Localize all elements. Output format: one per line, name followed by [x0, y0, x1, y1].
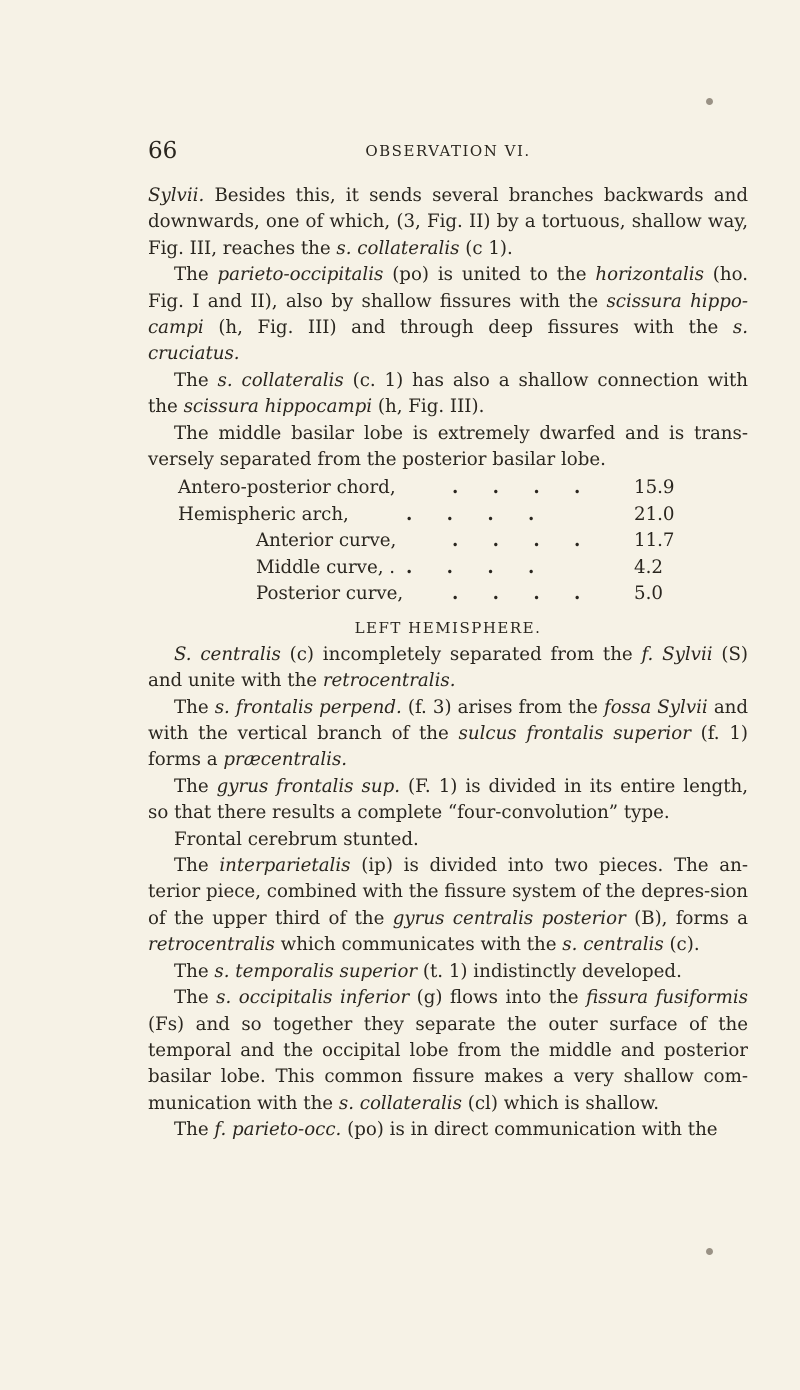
row-label: Hemispheric arch,	[178, 503, 349, 525]
page-number: 66	[148, 138, 178, 164]
scan-speck	[706, 98, 713, 105]
row-value: 4.2	[634, 556, 663, 578]
paragraph: S. centralis (c) incompletely separated from the f. Sylvii (S) and unite with the retrocentralis.	[148, 643, 749, 692]
row-value: 15.9	[634, 477, 675, 499]
running-title: OBSERVATION VI.	[365, 142, 531, 160]
paragraph: Frontal cerebrum stunted.	[174, 828, 419, 850]
table-row	[148, 555, 748, 581]
paragraph: The s. frontalis perpend. (f. 3) arises from the fossa Sylvii and with the vertical branch of the sulcus frontalis superior (f. 1) forms a præcentralis.	[148, 696, 749, 771]
paragraph: Sylvii. Besides this, it sends several branches backwards and downwards, one of which, (3, Fig. II) by a tortuous, shallow way, Fig. III, reaches the s. collateralis (c 1).	[148, 185, 748, 259]
table-row	[148, 581, 748, 607]
paragraph: The gyrus frontalis sup. (F. 1) is divided in its entire length, so that there results a complete “four-convolution” type.	[148, 775, 748, 824]
table-row	[148, 475, 748, 501]
page-header	[148, 138, 748, 168]
leader-dots: . . . .	[452, 530, 595, 552]
paragraph: The parieto-occipitalis (po) is united to the horizontalis (ho. Fig. I and II), also by shallow fissures with the scissura hippo-campi (h, Fig. III) and through deep fissures with the s. cruciatus.	[148, 264, 749, 365]
leader-dots: . . . .	[452, 477, 595, 499]
measurements-table	[148, 475, 748, 607]
row-label: Posterior curve,	[256, 583, 404, 605]
scan-speck	[706, 1248, 713, 1255]
leader-dots: . . . .	[406, 556, 549, 578]
row-value: 21.0	[634, 503, 675, 525]
paragraph: The middle basilar lobe is extremely dwarfed and is trans-versely separated from the posterior basilar lobe.	[148, 422, 748, 471]
paragraph: The s. occipitalis inferior (g) flows into the fissura fusiformis (Fs) and so together they separate the outer surface of the temporal and the occipital lobe from the middle and posterior basilar lobe. This common fissure makes a very shallow com-munication with the s. collateralis (cl) which is shallow.	[148, 987, 749, 1114]
row-label: Anterior curve,	[256, 530, 397, 552]
paragraph: The s. temporalis superior (t. 1) indistinctly developed.	[174, 960, 682, 982]
body-text	[148, 183, 748, 1144]
row-label: Middle curve, .	[256, 556, 396, 578]
paragraph: The interparietalis (ip) is divided into two pieces. The an-terior piece, combined with the fissure system of the depres-sion of the upper third of the gyrus centralis posterior (B), forms a retrocentralis which communicates with the s. centralis (c).	[148, 855, 748, 956]
leader-dots: . . . .	[406, 503, 549, 525]
leader-dots: . . . .	[452, 583, 595, 605]
paragraph: The s. collateralis (c. 1) has also a shallow connection with the scissura hippocampi (h, Fig. III).	[148, 369, 748, 418]
row-value: 11.7	[634, 530, 675, 552]
section-heading: LEFT HEMISPHERE.	[354, 619, 542, 638]
row-value: 5.0	[634, 583, 663, 605]
table-row	[148, 528, 748, 554]
row-label: Antero-posterior chord,	[178, 477, 396, 499]
paragraph: The f. parieto-occ. (po) is in direct communication with the	[174, 1119, 718, 1141]
table-row	[148, 502, 748, 528]
